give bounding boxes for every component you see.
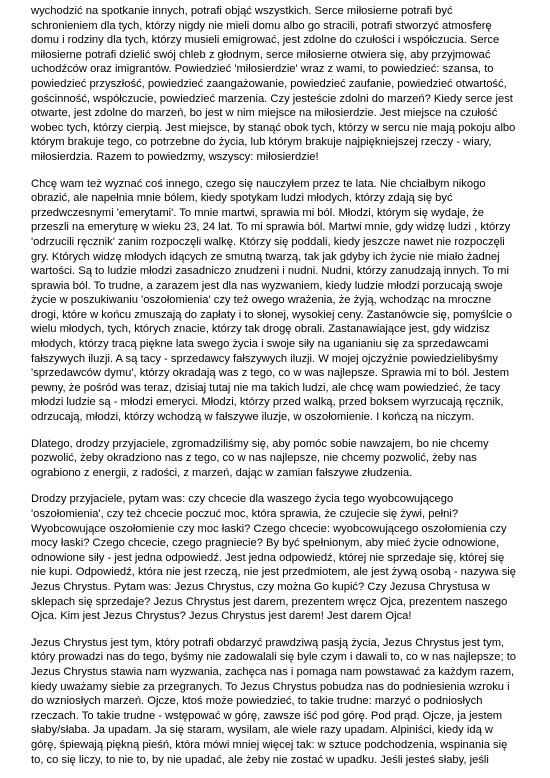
text-line: Jezus Chrystus jest tym, który potrafi obdarzyć prawdziwą pasją życia, Jezus Chrystus jest tym, <box>31 636 505 649</box>
text-line: uchodźców oraz imigrantów. Powiedzieć 'miłosierdzie' wraz z wami, to powiedzieć: szansa, to <box>31 63 494 76</box>
text-line: młodych, którzy tracą piękne lata swego życia i swoje siły na uganianiu się za sprzedawcami <box>31 338 489 351</box>
text-line: domu i rodziny dla tych, którzy musieli emigrować, jest zdolne do czułości i współczucia. Serce <box>31 34 500 47</box>
text-line: to, co się liczy, to nie to, by nie upadać, ale żeby nie zostać w upadku. Jeśli jesteś słaby, jeśli <box>31 753 489 766</box>
text-line: Jezus Chrystus. Pytam was: Jezus Chrystus, czy można Go kupić? Czy Jezusa Chrystusa w <box>31 580 490 593</box>
text-line: schronieniem dla tych, którzy nigdy nie mieli domu albo go stracili, potrafi stworzyć atmosferę <box>31 19 492 32</box>
text-line: życie w poszukiwaniu 'oszołomienia' czy też owego wrażenia, że żyją, wchodząc na mroczne <box>31 294 492 307</box>
text-line: miłosierdzia. Razem to powiedzmy, wszyscy: miłosierdzie! <box>31 150 319 163</box>
text-line: którym brakuje tego, co potrzebne do życia, lub którym brakuje najpiękniejszej rzeczy - wiary, <box>31 136 492 149</box>
text-line: obrazić, ale napełnia mnie bólem, kiedy spotykam ludzi młodych, którzy zdają się być <box>31 192 453 205</box>
text-line: który prowadzi nas do tego, byśmy nie zadowalali się byle czym i dawali to, co w nas najlepsze; to <box>31 651 517 664</box>
paragraph-young-retirees <box>31 177 526 425</box>
text-line: pewny, że pośród was teraz, dzisiaj tutaj nie ma takich ludzi, ale chcę wam powiedzieć, że tacy <box>31 381 501 394</box>
text-line: Ojca. Kim jest Jezus Chrystus? Jezus Chrystus jest darem! Jest darem Ojca! <box>31 610 412 623</box>
text-line: 'odrzucili ręcznik' zanim rozpoczęli walkę. Którzy się poddali, kiedy jeszcze nawet nie rozpoczęli <box>31 235 505 248</box>
text-line: górę, śpiewają piękną pieśń, która mówi mniej więcej tak: w sztuce podchodzenia, wspinania się <box>31 738 508 751</box>
paragraph-mercy <box>31 4 526 165</box>
text-line: wartości. Są to ludzie młodzi zasadniczo znudzeni i nudni. Nudni, którzy zanudzają innych. To mi <box>31 265 509 278</box>
text-line: odnowione siły - jest jedna odpowiedź. Jest jedna odpowiedź, której nie sprzedaje się, której się <box>31 551 505 564</box>
text-line: powiedzieć przyszłość, powiedzieć zaangażowanie, powiedzieć zaufanie, powiedzieć otwartość, <box>31 77 507 90</box>
text-line: wielu młodych, tych, których znacie, którzy tak drogę obrali. Zastanawiające jest, gdy widzisz <box>31 323 490 336</box>
text-line: drogi, które w końcu zmuszają do zapłaty i to słonej, wysokiej ceny. Zastanówcie się, pomyślcie o <box>31 308 513 321</box>
text-line: otwarte, jest zdolne do marzeń, bo jest w nim miejsce na miłosierdzie. Jest miejsce na czułość <box>31 107 498 120</box>
paragraph-jesus-christ <box>31 636 526 767</box>
text-line: do wzniosłych marzeń. Ojcze, ktoś może powiedzieć, to takie trudne: marzyć o podniosłych <box>31 695 483 708</box>
text-line: Dlatego, drodzy przyjaciele, zgromadziliśmy się, aby pomóc sobie nawzajem, bo nie chcemy <box>31 437 489 450</box>
text-line: mocy łaski? Czego chcecie, czego pragniecie? By być spełnionym, aby mieć życie odnowione, <box>31 537 500 550</box>
text-line: Chcę wam też wyznać coś innego, czego się nauczyłem przez te lata. Nie chciałbym nikogo <box>31 177 486 190</box>
text-line: 'oszołomienia', czy też chcecie poczuć moc, która sprawia, że czujecie się żywi, pełni? <box>31 508 459 520</box>
text-line: miłosierne potrafi dzielić swój chleb z głodnym, serce miłosierne otwiera się, aby przyjmować <box>31 48 491 61</box>
text-line: Drodzy przyjaciele, pytam was: czy chcecie dla waszego życia tego wyobcowującego <box>31 493 454 506</box>
text-line: sprawia ból. To trudne, a zarazem jest dla nas wyzwaniem, kiedy ludzie młodzi porzucają swoje <box>31 279 503 292</box>
text-line: wobec tych, którzy cierpią. Jest miejsce, by stanąć obok tych, którzy w sercu nie mają pokoju albo <box>31 121 516 134</box>
text-line: słaby/słaba. Ja upadam. Ja się staram, wysilam, ale wiele razy upadam. Alpiniści, kiedy idą w <box>31 724 493 737</box>
text-line: fałszywych iluzji. A są tacy - sprzedawcy fałszywych iluzji. W mojej ojczyźnie powiedzielibyśmy <box>31 352 498 365</box>
text-line: Jezus Chrystus stawia nam wyzwania, zachęca nas i pomaga nam powstawać za każdym razem, <box>31 665 515 678</box>
paragraph-help-each-other <box>31 437 526 481</box>
text-line: przeszli na emeryturę w wieku 23, 24 lat. To mi sprawia ból. Martwi mnie, gdy widzę ludzi , którzy <box>31 221 511 234</box>
text-line: Wyobcowujące oszołomienie czy moc łaski? Czego chcecie: wyobcowującego oszołomienia czy <box>31 522 507 535</box>
text-line: młodzi ludzie są - młodzi emeryci. Młodzi, którzy przed walką, przed boksem wyrzucają ręcznik, <box>31 396 504 409</box>
text-line: pozwolić, żeby okradziono nas z tego, co w nas najlepsze, nie chcemy pozwolić, żeby nas <box>31 452 477 465</box>
text-line: nie kupi. Odpowiedź, która nie jest rzeczą, nie jest przedmiotem, ale jest żywą osobą - nazywa się <box>31 566 517 579</box>
text-line: sklepach się sprzedaje? Jezus Chrystus jest darem, prezentem wręcz Ojca, prezentem naszego <box>31 595 508 608</box>
text-line: 'sprzedawców dymu', którzy okradają was z tego, co w was najlepsze. Sprawia mi to ból. Jestem <box>31 367 510 380</box>
paragraph-question <box>31 492 526 623</box>
text-line: przedwczesnymi 'emerytami'. To mnie martwi, sprawia mi ból. Młodzi, którym się wydaje, że <box>31 206 484 219</box>
text-line: wychodzić na spotkanie innych, potrafi objąć wszystkich. Serce miłosierne potrafi być <box>31 5 453 17</box>
text-line: ograbiono z energii, z radości, z marzeń, dając w zamian fałszywe złudzenia. <box>31 466 413 479</box>
text-line: kiedy uważamy siebie za przegranych. To Jezus Chrystus pobudza nas do podniesienia wzroku i <box>31 680 510 693</box>
text-line: odrzucają, młodzi, którzy wchodzą w fałszywe iluzje, w oszołomienie. I kończą na niczym. <box>31 411 475 424</box>
text-line: rzeczach. To takie trudne - wstępować w górę, zawsze iść pod górę. Pod prąd. Ojcze, ja jestem <box>31 709 503 722</box>
text-line: gościnność, współczucie, powiedzieć marzenia. Czy jesteście zdolni do marzeń? Kiedy serce jest <box>31 92 513 105</box>
text-line: gry. Których widzę młodych idących ze smutną twarzą, tak jak gdyby ich życie nie miało żadnej <box>31 250 500 263</box>
